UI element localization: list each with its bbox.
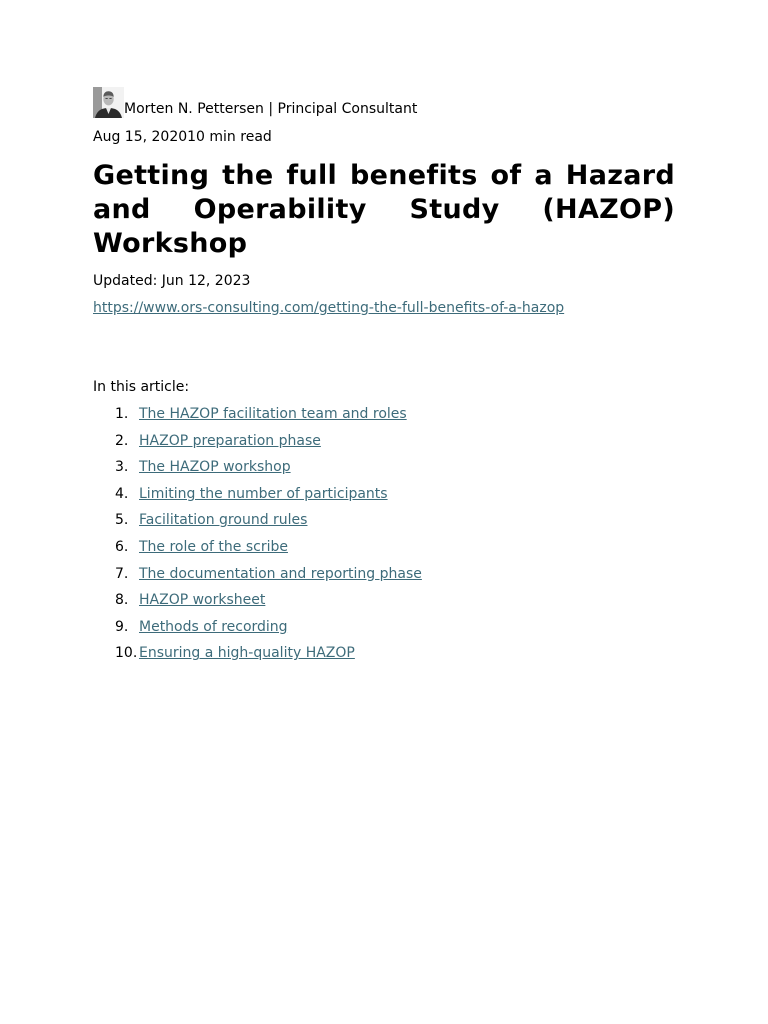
updated-date: Updated: Jun 12, 2023 (93, 273, 251, 289)
toc-link-facilitation-team[interactable]: The HAZOP facilitation team and roles (139, 406, 407, 422)
toc-link-high-quality-hazop[interactable]: Ensuring a high-quality HAZOP (139, 645, 355, 662)
article-title: Getting the full benefits of a Hazard and Operability Study (HAZOP) Workshop (93, 160, 675, 259)
read-time: 10 min read (187, 129, 272, 145)
article-meta (93, 128, 675, 146)
toc-item (93, 432, 675, 459)
article-page (93, 86, 675, 671)
toc-item (93, 565, 675, 592)
table-of-contents (93, 405, 675, 671)
toc-item (93, 485, 675, 512)
article-url-link[interactable]: https://www.ors-consulting.com/getting-the-full-benefits-of-a-hazop (93, 300, 565, 316)
toc-link-role-of-scribe[interactable]: The role of the scribe (139, 538, 288, 555)
toc-link-documentation-phase[interactable]: The documentation and reporting phase (139, 565, 422, 582)
author-name[interactable]: Morten N. Pettersen | Principal Consultant (124, 101, 418, 117)
toc-item-number: 9. (115, 618, 129, 635)
toc-link-ground-rules[interactable]: Facilitation ground rules (139, 512, 308, 529)
toc-item (93, 618, 675, 645)
toc-item (93, 538, 675, 565)
author-row (93, 86, 675, 118)
toc-item (93, 591, 675, 618)
toc-item (93, 644, 675, 671)
toc-item-number: 5. (115, 512, 129, 529)
toc-item-number: 4. (115, 485, 129, 502)
toc-link-hazop-workshop[interactable]: The HAZOP workshop (139, 459, 291, 476)
toc-item (93, 405, 675, 432)
toc-item (93, 511, 675, 538)
toc-item-number: 3. (115, 459, 129, 476)
toc-item-number: 10. (115, 645, 138, 662)
toc-item-number: 2. (115, 432, 129, 449)
toc-item-number: 1. (115, 406, 129, 422)
toc-link-limiting-participants[interactable]: Limiting the number of participants (139, 485, 388, 502)
toc-label: In this article: (93, 379, 190, 395)
toc-item-number: 8. (115, 592, 129, 609)
publish-date: Aug 15, 2020 (93, 129, 188, 145)
toc-item-number: 6. (115, 538, 129, 555)
toc-link-hazop-worksheet[interactable]: HAZOP worksheet (139, 592, 266, 609)
toc-link-preparation-phase[interactable]: HAZOP preparation phase (139, 432, 321, 449)
toc-item-number: 7. (115, 565, 129, 582)
author-avatar[interactable] (93, 87, 124, 118)
toc-link-methods-of-recording[interactable]: Methods of recording (139, 618, 288, 635)
toc-item (93, 458, 675, 485)
